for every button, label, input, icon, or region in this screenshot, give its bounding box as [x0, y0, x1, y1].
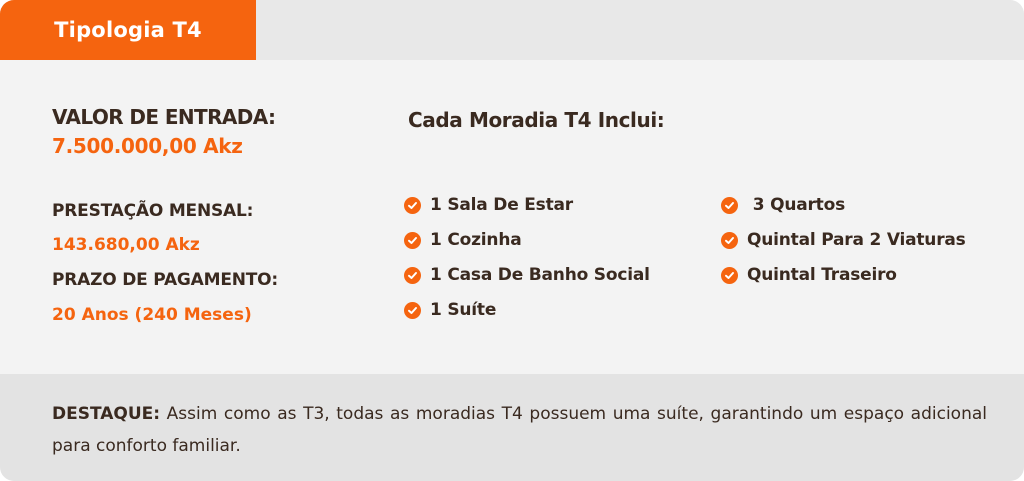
typology-tab: Tipologia T4 — [0, 0, 256, 60]
check-circle-icon — [721, 267, 738, 284]
highlight-text — [52, 398, 987, 462]
check-circle-icon — [721, 232, 738, 249]
include-item — [721, 195, 845, 215]
include-item-label: 1 Sala De Estar — [430, 195, 573, 215]
check-circle-icon — [404, 302, 421, 319]
include-item-label: 1 Cozinha — [430, 230, 522, 250]
entry-value-amount: 7.500.000,00 Akz — [52, 134, 243, 158]
payment-term-value: 20 Anos (240 Meses) — [52, 305, 252, 325]
check-circle-icon — [404, 197, 421, 214]
include-item — [404, 230, 522, 250]
monthly-payment-value: 143.680,00 Akz — [52, 235, 200, 255]
include-item-label: 3 Quartos — [747, 195, 845, 215]
entry-value-label: VALOR DE ENTRADA: — [52, 105, 276, 129]
include-item — [404, 300, 496, 320]
check-circle-icon — [721, 197, 738, 214]
include-item — [404, 195, 573, 215]
highlight-body: Assim como as T3, todas as moradias T4 possuem uma suíte, garantindo um espaço adicional para conforto familiar. — [52, 404, 987, 456]
include-item — [404, 265, 650, 285]
include-item-label: Quintal Traseiro — [747, 265, 897, 285]
check-circle-icon — [404, 232, 421, 249]
include-item-label: 1 Suíte — [430, 300, 497, 320]
include-item — [721, 230, 966, 250]
include-item-label: Quintal Para 2 Viaturas — [747, 230, 966, 250]
monthly-payment-label: PRESTAÇÃO MENSAL: — [52, 201, 254, 221]
highlight-label: DESTAQUE: — [52, 404, 161, 424]
payment-term-label: PRAZO DE PAGAMENTO: — [52, 270, 279, 290]
includes-title: Cada Moradia T4 Inclui: — [408, 108, 665, 132]
check-circle-icon — [404, 267, 421, 284]
include-item — [721, 265, 897, 285]
include-item-label: 1 Casa De Banho Social — [430, 265, 650, 285]
